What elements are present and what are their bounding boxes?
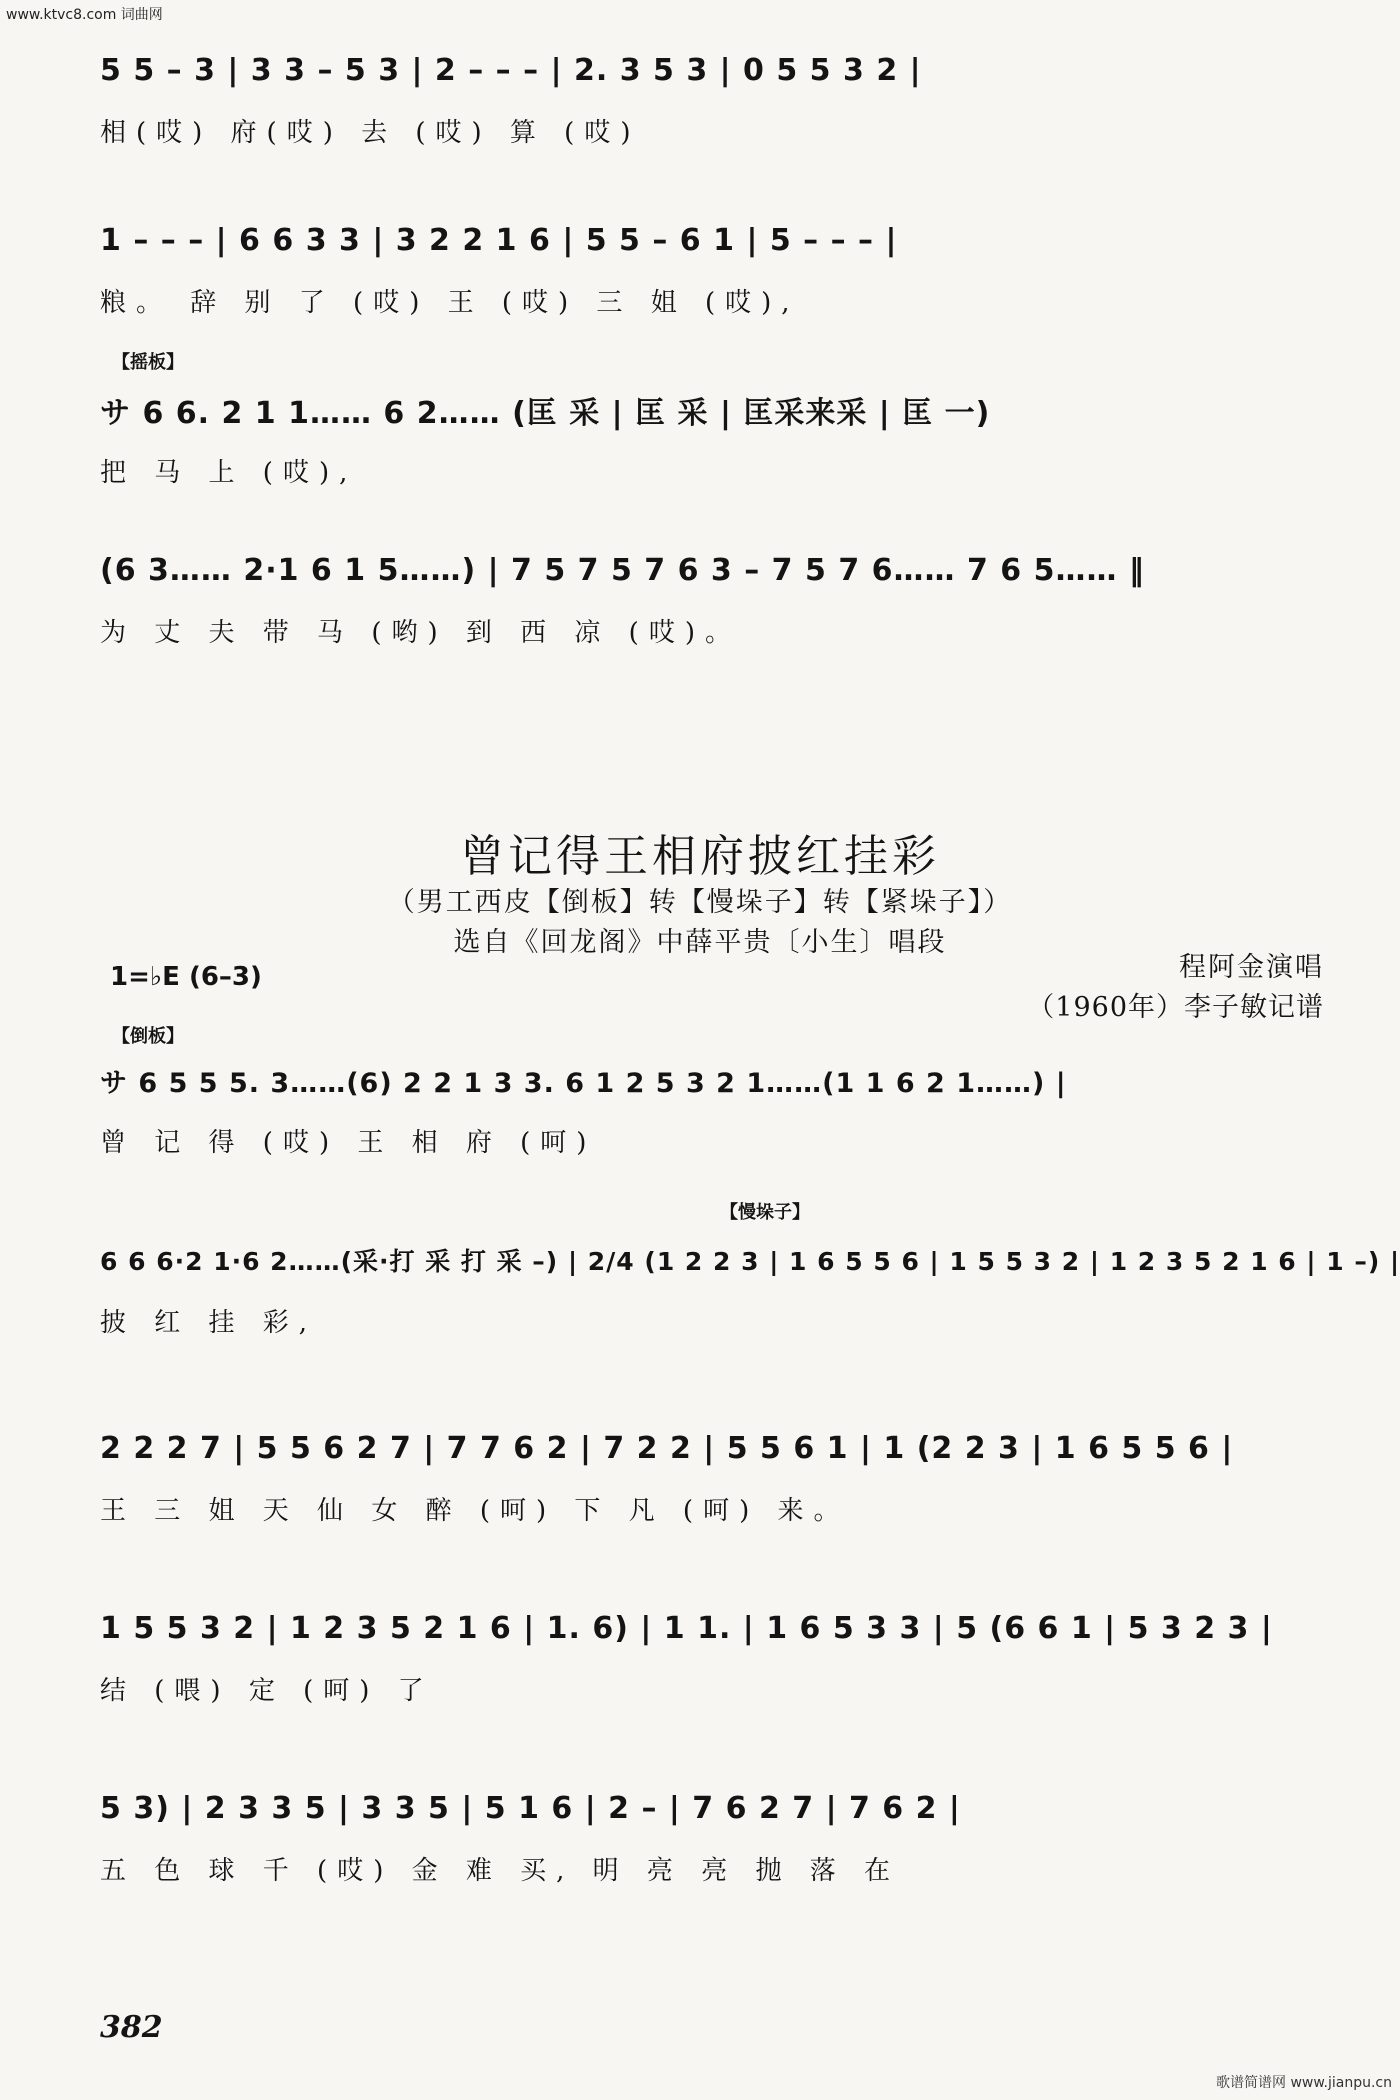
section-label-daoban: 【倒板】 [112,1026,184,1047]
lyrics-line: 粮。 辞 别 了 (哎) 王 (哎) 三 姐 (哎), [100,287,800,318]
singer-credit: 程阿金演唱 [1179,952,1324,983]
notation-line: サ 6 6. 2 1 1…… 6 2…… (匡 采 | 匡 采 | 匡采来采 | 匡 一) [100,396,991,431]
lyrics-line: 王 三 姐 天 仙 女 醉 (呵) 下 凡 (呵) 来。 [100,1495,850,1526]
song-title: 曾记得王相府披红挂彩 [460,831,940,882]
song-subtitle: （男工西皮【倒板】转【慢垛子】转【紧垛子】） [387,887,1013,918]
notation-line: 1 5 5 3 2 | 1 2 3 5 2 1 6 | 1. 6) | 1 1. | 1 6 5 3 3 | 5 (6 6 1 | 5 3 2 3 | [100,1610,1273,1646]
notation-line: 5 3) | 2 3 3 5 | 3 3 5 | 5 1 6 | 2 – | 7 6 2 7 | 7 6 2 | [100,1790,961,1826]
recorder-credit: （1960年）李子敏记谱 [1027,992,1324,1023]
lyrics-line: 把 马 上 (哎), [100,457,358,488]
section-label-yaoban: 【摇板】 [112,352,184,373]
lyrics-line: 五 色 球 千 (哎) 金 难 买, 明 亮 亮 抛 落 在 [100,1855,900,1886]
lyrics-line: 结 (喂) 定 (呵) 了 [100,1675,434,1706]
notation-line: (6 3…… 2·1 6 1 5……) | 7 5 7 5 7 6 3 – 7 5 7 6…… 7 6 5…… ‖ [100,552,1145,588]
watermark-bottom: 歌谱简谱网 www.jianpu.cn [1216,2075,1392,2091]
lyrics-line: 曾 记 得 (哎) 王 相 府 (呵) [100,1127,597,1158]
notation-line: サ 6 5 5 5. 3……(6) 2 2 1 3 3. 6 1 2 5 3 2 1……(1 1 6 2 1……) | [100,1067,1067,1099]
notation-line: 1 – – – | 6 6 3 3 | 3 2 2 1 6 | 5 5 – 6 1 | 5 – – – | [100,222,898,258]
key-signature: 1=♭E (6–3) [110,962,262,992]
lyrics-line: 披 红 挂 彩, [100,1307,318,1338]
lyrics-line: 为 丈 夫 带 马 (哟) 到 西 凉 (哎)。 [100,617,741,648]
watermark-top: www.ktvc8.com 词曲网 [6,7,163,23]
page-number: 382 [100,2010,163,2045]
notation-line: 5 5 – 3 | 3 3 – 5 3 | 2 – – – | 2. 3 5 3 | 0 5 5 3 2 | [100,52,922,88]
notation-line: 2 2 2 7 | 5 5 6 2 7 | 7 7 6 2 | 7 2 2 | 5 5 6 1 | 1 (2 2 3 | 1 6 5 5 6 | [100,1430,1234,1466]
section-label-manduozi: 【慢垛子】 [720,1202,810,1223]
song-source: 选自《回龙阁》中薛平贵〔小生〕唱段 [453,927,947,958]
lyrics-line: 相(哎) 府(哎) 去 (哎) 算 (哎) [100,117,641,148]
notation-line: 6 6 6·2 1·6 2……(采·打 采 打 采 –) | 2/4 (1 2 2 3 | 1 6 5 5 6 | 1 5 5 3 2 | 1 2 3 5 2 1 6 | 1 –) | [100,1247,1400,1276]
